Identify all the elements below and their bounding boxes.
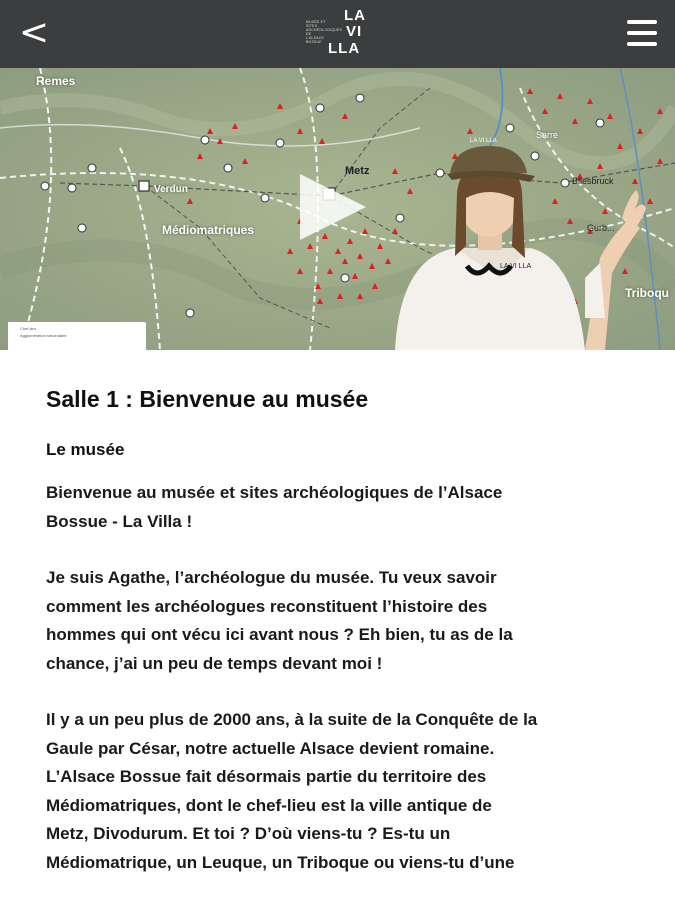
map-legend — [8, 322, 146, 350]
back-button[interactable] — [14, 14, 54, 54]
map-label-sarre: Sarre — [536, 130, 559, 140]
app-header — [0, 0, 675, 68]
map-label-mediomatriques: Médiomatriques — [162, 223, 255, 237]
chevron-left-icon: < — [18, 12, 50, 53]
legend-item: Chef-lieu — [20, 326, 37, 331]
article-content — [46, 385, 646, 906]
map-label-metz: Metz — [345, 165, 370, 177]
legend-item: Agglomération secondaire — [20, 333, 67, 338]
map-label-bliesbruck: Bliesbruck — [572, 176, 614, 186]
section-subtitle: Le musée — [46, 440, 125, 459]
la-villa-logo — [306, 8, 368, 60]
map-label-verdun: Verdun — [154, 184, 188, 195]
page-title: Salle 1 : Bienvenue au musée — [46, 386, 369, 412]
hamburger-menu-icon — [627, 20, 657, 24]
paragraph: Bienvenue au musée et sites archéologiques de l’Alsace Bossue - La Villa ! — [46, 483, 503, 531]
paragraph: Il y a un peu plus de 2000 ans, à la suite de la Conquête de la Gaule par César, notre actuelle Alsace devient romaine. L’Alsace Bossue fait désormais partie du territoire des Médiomatriques, dont le chef-lieu est la ville antique de Metz, Divodurum. Et toi ? D’où viens-tu ? Es-tu un Médiomatrique, un Leuque, un Triboque ou viens-tu d’une — [46, 710, 538, 872]
paragraph: Je suis Agathe, l’archéologue du musée. Tu veux savoir comment les archéologues reconstituent l’histoire des hommes qui ont vécu ici avant nous ? Eh bien, tu as de la chance, j’ai un peu de temps devant moi ! — [46, 568, 513, 673]
shirt-logo-text: LA VI LLA — [500, 263, 532, 270]
map-label-garbo: Gurb... — [587, 223, 615, 233]
play-icon[interactable] — [300, 174, 366, 240]
cap-logo-text: LA VI LLA — [470, 138, 497, 144]
logo-word-lla: LLA — [328, 40, 361, 57]
map-label-triboques: Triboqu — [625, 286, 669, 300]
logo-small-text: MUSÉE ET SITES ARCHÉOLOGIQUES DE L'ALSACE BOSSUE — [306, 20, 343, 44]
menu-button[interactable] — [627, 20, 657, 46]
video-hero[interactable] — [0, 68, 675, 350]
logo-word-vi: VI — [346, 23, 363, 40]
map-label-remes: Remes — [36, 74, 76, 88]
logo-word-la: LA — [344, 7, 366, 24]
bottom-cutoff — [0, 872, 675, 900]
